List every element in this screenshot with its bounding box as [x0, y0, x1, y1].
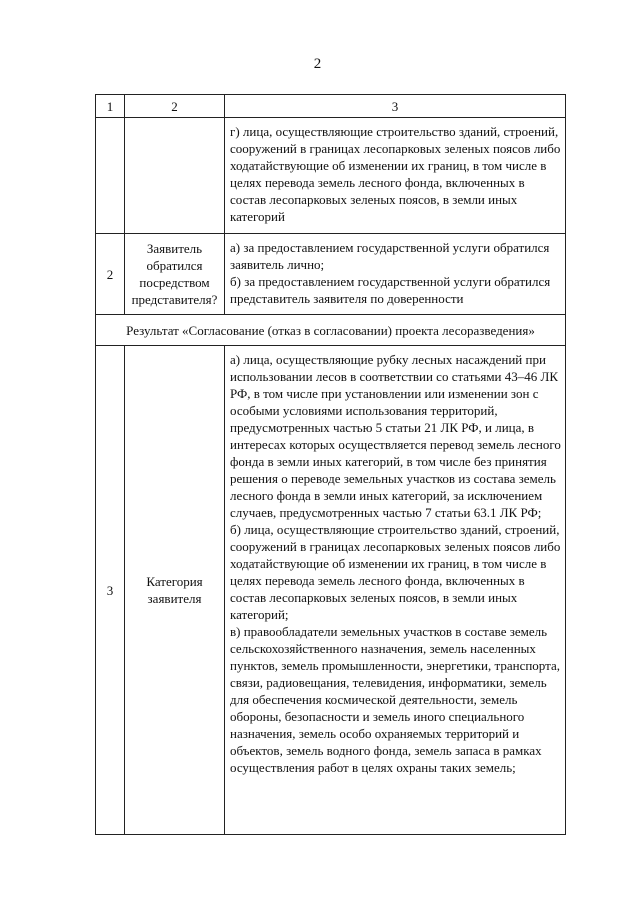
option-item: б) за предоставлением государственной услуги обратился представитель заявителя по доверенности	[230, 274, 551, 306]
row-label-cell: Категория заявителя	[125, 346, 225, 835]
document-table	[95, 94, 566, 835]
table-row-2	[96, 234, 566, 315]
category-item: в) правообладатели земельных участков в составе земель сельскохозяйственного назначения, земель населенных пунктов, земель промышленности, энергетики, транспорта, связи, радиовещания, телевидения, информатики, земель для обеспечения космической деятельности, земель обороны, безопасности и земель иного специального назначения, земель особо охраняемых территорий и объектов, земель водного фонда, земель запаса в рамках осуществления работ в целях охраны таких земель;	[230, 624, 560, 775]
row-label-cell	[125, 118, 225, 234]
option-item: а) за предоставлением государственной услуги обратился заявитель лично;	[230, 240, 550, 272]
header-cell-1: 1	[96, 95, 125, 118]
row-number-cell: 3	[96, 346, 125, 835]
row-options-cell	[225, 234, 566, 315]
row-items-cell	[225, 346, 566, 835]
category-item: а) лица, осуществляющие рубку лесных насаждений при использовании лесов в соответствии со статьями 43–46 ЛК РФ, в том числе при установлении или изменении зон с особыми условиями использования территорий, предусмотренных частью 5 статьи 21 ЛК РФ, и лица, в интересах которых осуществляется перевод земель лесного фонда в земли иных категорий, в том числе без принятия решения о переводе земельных участков из состава земель лесного фонда в земли иных категорий, за исключением случаев, предусмотренных частью 7 статьи 63.1 ЛК РФ;	[230, 352, 561, 520]
table-row-continuation	[96, 118, 566, 234]
continuation-text: г) лица, осуществляющие строительство зданий, строений, сооружений в границах лесопарковых зеленых поясов либо ходатайствующие об изменении их границ, в том числе в целях перевода земель лесного фонда, включенных в состав лесопарковых зеленых поясов, в земли иных категорий	[230, 124, 561, 224]
table-header-row	[96, 95, 566, 118]
category-item: б) лица, осуществляющие строительство зданий, строений, сооружений в границах лесопарковых зеленых поясов либо ходатайствующие об изменении их границ, в том числе в целях перевода земель лесного фонда, включенных в состав лесопарковых зеленых поясов, в земли иных категорий;	[230, 522, 561, 622]
page-number: 2	[313, 56, 322, 72]
header-cell-3: 3	[225, 95, 566, 118]
header-cell-2: 2	[125, 95, 225, 118]
table-result-row	[96, 315, 566, 346]
table-row-3	[96, 346, 566, 835]
row-number-cell: 2	[96, 234, 125, 315]
row-number-cell	[96, 118, 125, 234]
result-heading: Результат «Согласование (отказ в согласовании) проекта лесоразведения»	[96, 315, 566, 346]
row-text-cell	[225, 118, 566, 234]
row-label-cell: Заявитель обратился посредством представителя?	[125, 234, 225, 315]
